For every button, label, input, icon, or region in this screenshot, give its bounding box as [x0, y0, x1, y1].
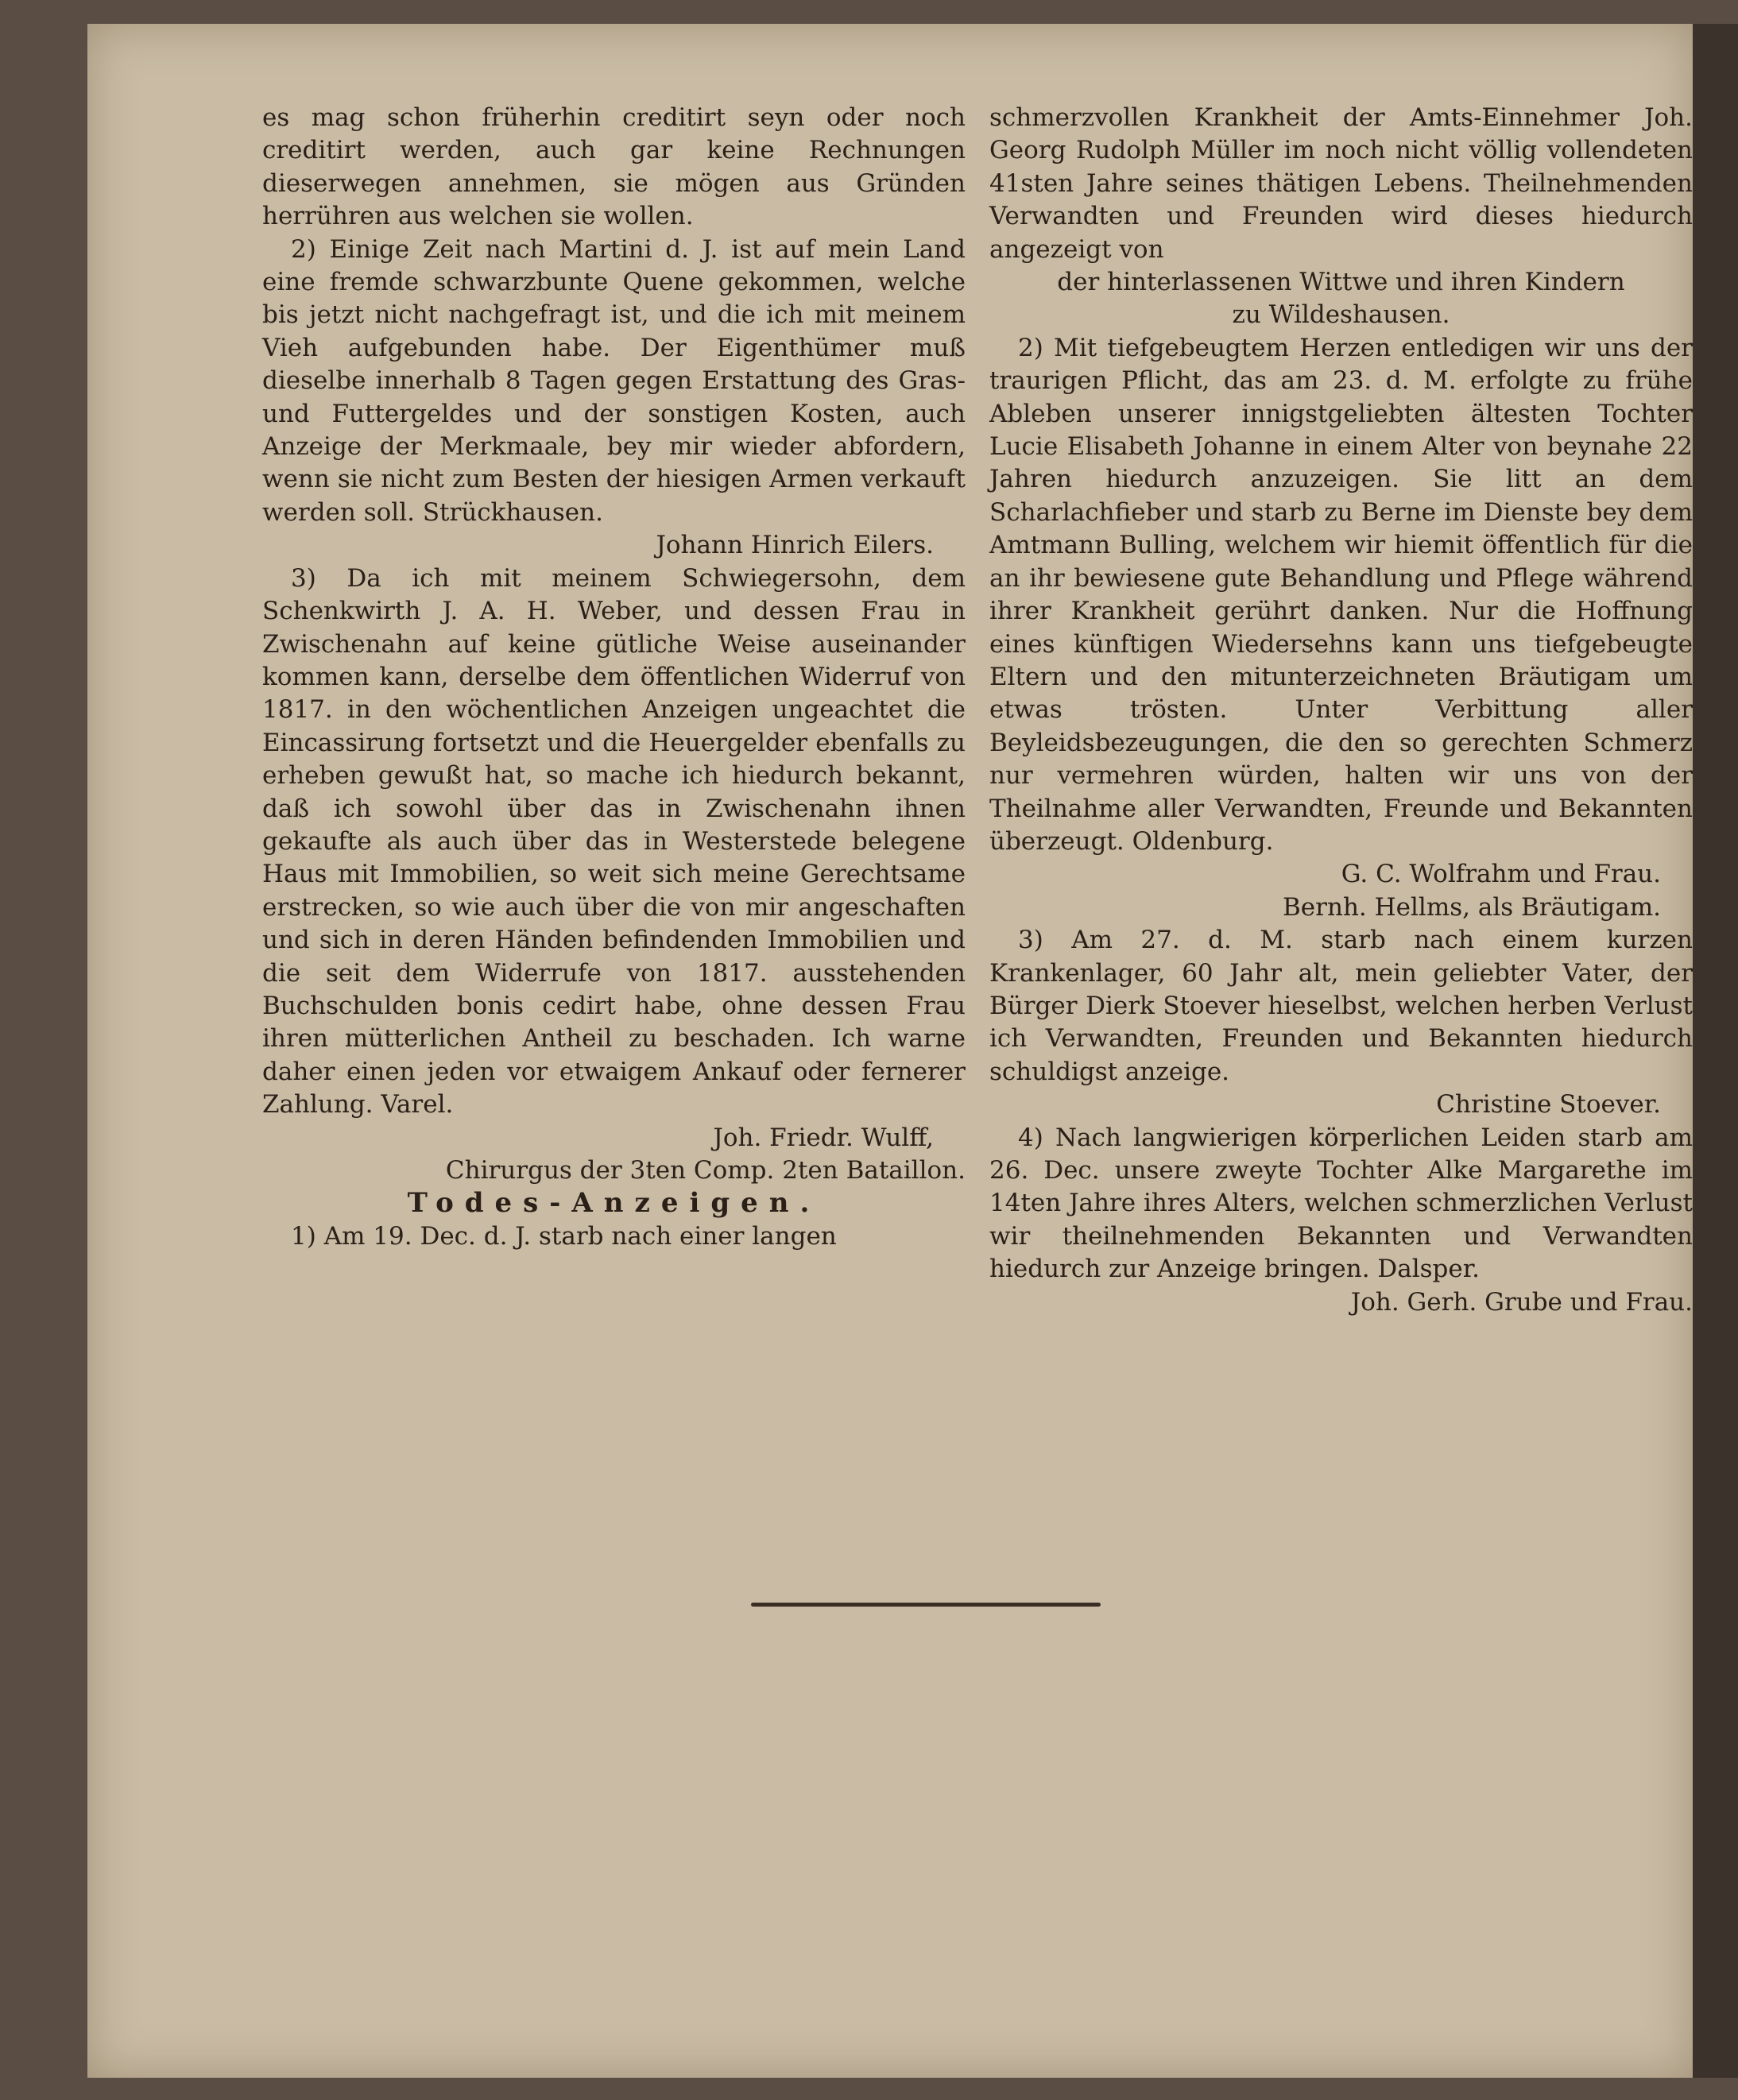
death-notice-3: 3) Am 27. d. M. starb nach einem kurzen Krankenlager, 60 Jahr alt, mein geliebter Vater, der Bürger Dierk Stoever hieselbst, welchen herben Verlust ich Verwandten, Freunden und Bekannten hiedurch schuldigst anzeige.	[989, 926, 1693, 1086]
death-notice-3-signature: Christine Stoever.	[1436, 1090, 1661, 1120]
left-column	[262, 102, 966, 1253]
notice-3-signature-title: Chirurgus der 3ten Comp. 2ten Bataillon.	[445, 1156, 966, 1185]
death-notice-2: 2) Mit tiefgebeugtem Herzen entledigen wir uns der traurigen Pflicht, das am 23. d. M. erfolgte zu frühe Ableben unserer innigstgeliebten ältesten Tochter Lucie Elisabeth Johanne in einem Alter von beynahe 22 Jahren hiedurch anzuzeigen. Sie litt an dem Scharlachfieber und starb zu Berne im Dienste bey dem Amtmann Bulling, welchem wir hiemit öffentlich für die an ihr bewiesene gute Behandlung und Pflege während ihrer Krankheit gerührt danken. Nur die Hoffnung eines künftigen Wiedersehns kann uns tiefgebeugte Eltern und den mitunterzeichneten Bräutigam um etwas trösten. Unter Verbittung aller Beyleidsbezeugungen, die den so gerechten Schmerz nur vermehren würden, halten wir uns von der Theilnahme aller Verwandten, Freunde und Bekannten überzeugt. Oldenburg.	[989, 333, 1693, 856]
section-heading: Todes-Anzeigen.	[407, 1187, 821, 1220]
notice-3: 3) Da ich mit meinem Schwiegersohn, dem Schenkwirth J. A. H. Weber, und dessen Frau in Zwischenahn auf keine gütliche Weise auseinander kommen kann, derselbe dem öffentlichen Widerruf von 1817. in den wöchentlichen Anzeigen ungeachtet die Eincassirung fortsetzt und die Heuergelder ebenfalls zu erheben gewußt hat, so mache ich hiedurch bekannt, daß ich sowohl über das in Zwischenahn ihnen gekaufte als auch über das in Westerstede belegene Haus mit Immobilien, so weit sich meine Gerechtsame erstrecken, so wie auch über die von mir angeschaften und sich in deren Händen befindenden Immobilien und die seit dem Widerrufe von 1817. ausstehenden Buchschulden bonis cedirt habe, ohne dessen Frau ihren mütterlichen Antheil zu beschaden. Ich warne daher einen jeden vor etwaigem Ankauf oder fernerer Zahlung. Varel.	[262, 563, 966, 1120]
notice-2-signature: Johann Hinrich Eilers.	[656, 531, 934, 560]
right-column	[989, 102, 1693, 1319]
notice-3-signature-name: Joh. Friedr. Wulff,	[713, 1123, 934, 1152]
section-divider-rule	[751, 1603, 1101, 1607]
death-notice-1-place: zu Wildeshausen.	[1232, 300, 1450, 330]
death-notice-1-signature: der hinterlassenen Wittwe und ihren Kindern	[1057, 268, 1625, 297]
death-notice-1-start: 1) Am 19. Dec. d. J. starb nach einer langen	[291, 1221, 837, 1251]
death-notice-2-signature-1: G. C. Wolfrahm und Frau.	[1341, 860, 1661, 889]
continued-notice: es mag schon früherhin creditirt seyn oder noch creditirt werden, auch gar keine Rechnungen dieserwegen annehmen, sie mögen aus Gründen herrühren aus welchen sie wollen.	[262, 103, 966, 231]
death-notice-2-signature-2: Bernh. Hellms, als Bräutigam.	[1283, 892, 1661, 922]
book-spine	[1693, 24, 1738, 2078]
death-notice-4-signature: Joh. Gerh. Grube und Frau.	[1350, 1287, 1693, 1317]
notice-2: 2) Einige Zeit nach Martini d. J. ist auf mein Land eine fremde schwarzbunte Quene gekommen, welche bis jetzt nicht nachgefragt ist, und die ich mit meinem Vieh aufgebunden habe. Der Eigenthümer muß dieselbe innerhalb 8 Tagen gegen Erstattung des Gras- und Futtergeldes und der sonstigen Kosten, auch Anzeige der Merkmaale, bey mir wieder abfordern, wenn sie nicht zum Besten der hiesigen Armen verkauft werden soll. Strückhausen.	[262, 234, 966, 527]
death-notice-1-cont: schmerzvollen Krankheit der Amts-Einnehmer Joh. Georg Rudolph Müller im noch nicht völlig vollendeten 41sten Jahre seines thätigen Lebens. Theilnehmenden Verwandten und Freunden wird dieses hiedurch angezeigt von	[989, 103, 1693, 264]
death-notice-4: 4) Nach langwierigen körperlichen Leiden starb am 26. Dec. unsere zweyte Tochter Alke Margarethe im 14ten Jahre ihres Alters, welchen schmerzlichen Verlust wir theilnehmenden Bekannten und Verwandten hiedurch zur Anzeige bringen. Dalsper.	[989, 1123, 1693, 1284]
